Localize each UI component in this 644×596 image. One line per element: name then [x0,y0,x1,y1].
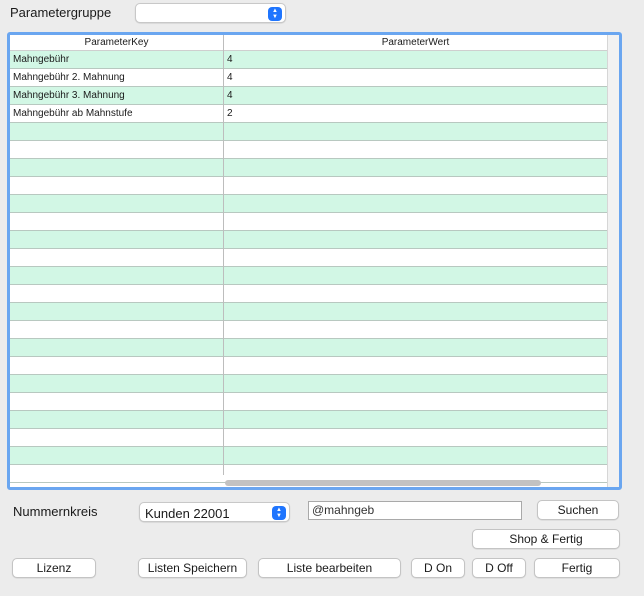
table-row[interactable] [10,51,607,69]
table-row[interactable] [10,321,607,339]
listen-speichern-button[interactable]: Listen Speichern [138,558,247,578]
table-row[interactable] [10,123,607,141]
lizenz-button[interactable]: Lizenz [12,558,96,578]
cell-parameterwert[interactable]: 2 [227,108,233,119]
table-row[interactable] [10,267,607,285]
chevron-up-down-icon: ▲ ▼ [272,506,286,520]
parametergruppe-select[interactable] [135,3,286,23]
table-row[interactable] [10,177,607,195]
search-input[interactable]: @mahngeb [308,501,522,520]
table-row[interactable] [10,357,607,375]
liste-bearbeiten-button[interactable]: Liste bearbeiten [258,558,401,578]
table-row[interactable] [10,231,607,249]
cell-parameterkey[interactable]: Mahngebühr ab Mahnstufe [13,108,133,119]
cell-parameterwert[interactable]: 4 [227,90,233,101]
nummernkreis-label: Nummernkreis [13,504,98,519]
horizontal-scrollbar[interactable] [225,480,541,486]
table-row[interactable] [10,249,607,267]
table-row[interactable] [10,303,607,321]
nummernkreis-value: Kunden 22001 [145,506,230,521]
table-row[interactable] [10,159,607,177]
cell-parameterkey[interactable]: Mahngebühr 2. Mahnung [13,72,125,83]
table-row[interactable] [10,375,607,393]
suchen-button[interactable]: Suchen [537,500,619,520]
vertical-scroll-track [607,35,620,487]
table-header [10,35,607,51]
table-row[interactable] [10,339,607,357]
shop-fertig-button[interactable]: Shop & Fertig [472,529,620,549]
nummernkreis-select[interactable] [139,502,290,522]
table-row[interactable] [10,195,607,213]
column-divider [223,35,224,475]
table-row[interactable] [10,87,607,105]
parameter-table[interactable] [7,32,622,490]
column-header-parameterkey[interactable]: ParameterKey [84,37,149,48]
column-header-parameterwert[interactable]: ParameterWert [381,37,450,48]
d-off-button[interactable]: D Off [472,558,526,578]
table-row[interactable] [10,411,607,429]
fertig-button[interactable]: Fertig [534,558,620,578]
table-row[interactable] [10,141,607,159]
table-body [10,51,607,483]
cell-parameterwert[interactable]: 4 [227,54,233,65]
table-row[interactable] [10,393,607,411]
d-on-button[interactable]: D On [411,558,465,578]
table-row[interactable] [10,447,607,465]
table-row[interactable] [10,105,607,123]
cell-parameterwert[interactable]: 4 [227,72,233,83]
cell-parameterkey[interactable]: Mahngebühr [13,54,70,65]
table-row[interactable] [10,69,607,87]
cell-parameterkey[interactable]: Mahngebühr 3. Mahnung [13,90,125,101]
table-row[interactable] [10,213,607,231]
parametergruppe-label: Parametergruppe [10,5,112,20]
chevron-up-down-icon: ▲ ▼ [268,7,282,21]
table-row[interactable] [10,429,607,447]
table-row[interactable] [10,285,607,303]
